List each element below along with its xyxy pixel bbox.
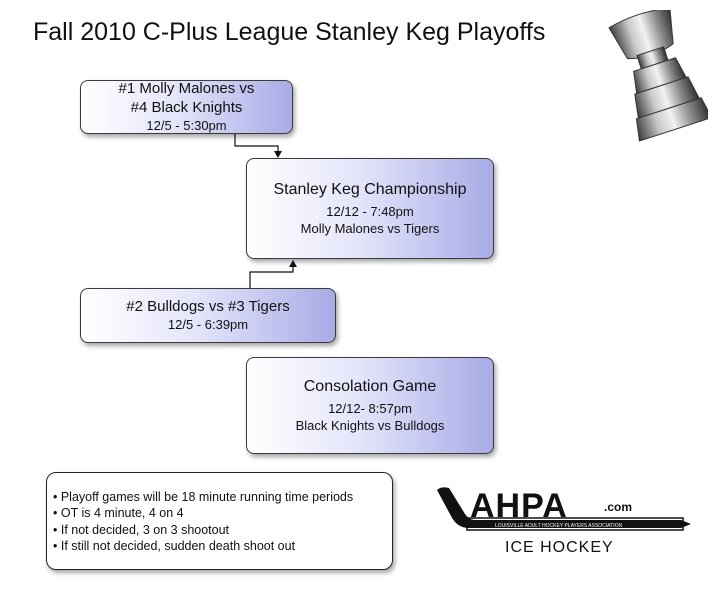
championship-title: Stanley Keg Championship	[273, 181, 467, 199]
championship-teams: Molly Malones vs Tigers	[300, 220, 440, 236]
consolation-teams: Black Knights vs Bulldogs	[295, 417, 445, 433]
semifinal-1-box	[80, 80, 293, 134]
semifinal-1-time: 12/5 - 5:30pm	[146, 117, 227, 133]
logo-domain: .com	[604, 500, 633, 514]
rule-item: • OT is 4 minute, 4 on 4	[53, 506, 184, 521]
rules-box	[46, 472, 393, 570]
rule-item: • If still not decided, sudden death shoot out	[53, 538, 296, 553]
consolation-box	[246, 357, 494, 454]
rule-item: • Playoff games will be 18 minute running time periods	[53, 490, 354, 504]
logo-tagline: LOUISVILLE ADULT HOCKEY PLAYERS ASSOCIATION	[495, 523, 623, 529]
consolation-time: 12/12- 8:57pm	[328, 401, 412, 417]
semifinal-2-box	[80, 288, 336, 343]
consolation-title: Consolation Game	[303, 378, 437, 396]
semifinal-2-time: 12/5 - 6:39pm	[167, 316, 249, 332]
logo-subtitle: ICE HOCKEY	[505, 539, 614, 556]
championship-time: 12/12 - 7:48pm	[326, 204, 414, 220]
page-title: Fall 2010 C-Plus League Stanley Keg Playoffs	[33, 18, 546, 46]
logo-name: AHPA	[470, 487, 568, 525]
semifinal-2-line1: #2 Bulldogs vs #3 Tigers	[126, 298, 290, 315]
rule-item: • If not decided, 3 on 3 shootout	[53, 522, 230, 537]
championship-box	[246, 158, 494, 259]
semifinal-1-line2: #4 Black Knights	[130, 98, 243, 116]
semifinal-1-line1: #1 Molly Malones vs	[118, 80, 255, 98]
